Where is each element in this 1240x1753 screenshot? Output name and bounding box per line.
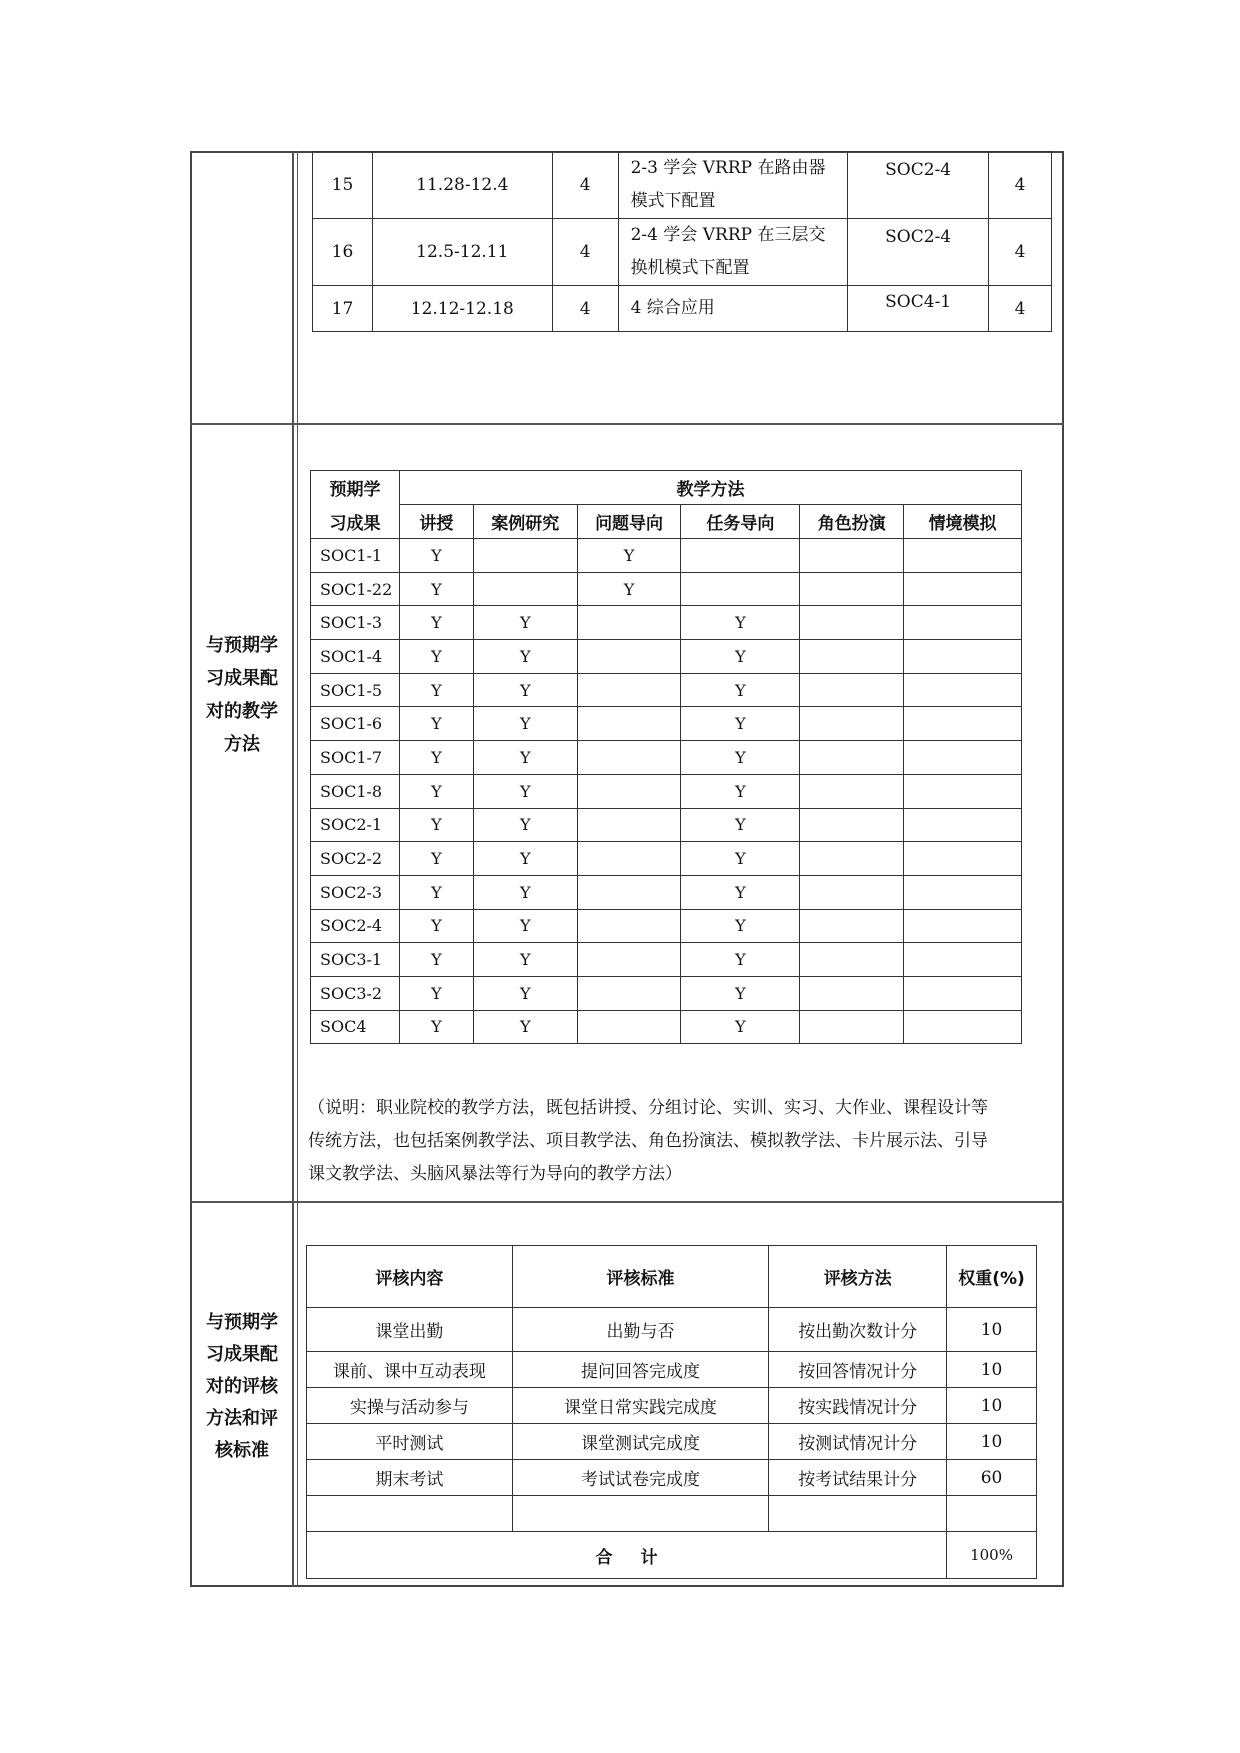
method-mark-cell — [904, 539, 1022, 573]
method-mark-cell: Y — [681, 943, 800, 977]
method-mark-cell — [800, 539, 904, 573]
label-line: 与预期学 — [206, 635, 278, 656]
content-line: 模式下配置 — [630, 191, 716, 211]
method-mark-cell — [904, 741, 1022, 775]
blank-cell — [512, 1496, 769, 1532]
method-mark-cell: Y — [473, 673, 577, 707]
method-mark-cell — [577, 640, 681, 674]
methods-row — [311, 707, 1022, 741]
method-mark-cell — [904, 842, 1022, 876]
assessment-row — [307, 1424, 1037, 1460]
methods-row — [311, 909, 1022, 943]
content-line: 2-3 学会 VRRP 在路由器 — [630, 158, 826, 178]
method-column-header: 任务导向 — [681, 505, 800, 539]
method-mark-cell — [904, 673, 1022, 707]
method-mark-cell: Y — [399, 976, 473, 1010]
method-mark-cell — [800, 640, 904, 674]
method-mark-cell: Y — [681, 808, 800, 842]
method-column-header: 角色扮演 — [800, 505, 904, 539]
method-mark-cell — [577, 774, 681, 808]
method-mark-cell — [577, 875, 681, 909]
method-mark-cell — [904, 1010, 1022, 1044]
assessment-content: 期末考试 — [307, 1460, 513, 1496]
method-mark-cell — [904, 875, 1022, 909]
method-mark-cell: Y — [399, 774, 473, 808]
methods-row — [311, 640, 1022, 674]
method-mark-cell: Y — [473, 640, 577, 674]
method-mark-cell — [800, 741, 904, 775]
note-line: 传统方法，也包括案例教学法、项目教学法、角色扮演法、模拟教学法、卡片展示法、引导 — [308, 1131, 988, 1151]
outcome-code-cell: SOC2-1 — [311, 808, 400, 842]
methods-section-label — [192, 629, 292, 761]
method-column-header: 讲授 — [399, 505, 473, 539]
method-mark-cell: Y — [399, 673, 473, 707]
schedule-row — [313, 152, 1052, 219]
methods-row — [311, 539, 1022, 573]
methods-group-header: 教学方法 — [399, 471, 1021, 505]
assessment-content: 实操与活动参与 — [307, 1388, 513, 1424]
outcome-code-cell: SOC1-3 — [311, 606, 400, 640]
method-mark-cell: Y — [399, 1010, 473, 1044]
method-mark-cell — [577, 707, 681, 741]
outcome-code-cell: SOC1-4 — [311, 640, 400, 674]
assessment-content: 课前、课中互动表现 — [307, 1352, 513, 1388]
label-column-divider — [292, 151, 294, 1587]
method-mark-cell: Y — [681, 1010, 800, 1044]
label-line: 与预期学 — [206, 1312, 278, 1333]
method-mark-cell — [904, 707, 1022, 741]
outcome-code-cell: SOC1-8 — [311, 774, 400, 808]
assessment-weight: 10 — [947, 1308, 1037, 1352]
method-mark-cell: Y — [473, 606, 577, 640]
method-mark-cell — [904, 976, 1022, 1010]
label-line: 习成果配 — [206, 1344, 278, 1365]
assessment-content: 课堂出勤 — [307, 1308, 513, 1352]
methods-row — [311, 976, 1022, 1010]
method-mark-cell: Y — [681, 741, 800, 775]
method-mark-cell: Y — [399, 606, 473, 640]
outcome-code-cell: SOC1-1 — [311, 539, 400, 573]
method-mark-cell — [577, 673, 681, 707]
methods-row — [311, 808, 1022, 842]
dates-cell: 12.5-12.11 — [372, 219, 552, 286]
method-mark-cell: Y — [473, 976, 577, 1010]
method-mark-cell — [577, 741, 681, 775]
week-cell: 15 — [313, 152, 373, 219]
method-mark-cell — [904, 572, 1022, 606]
method-mark-cell — [577, 1010, 681, 1044]
total-value: 100% — [947, 1532, 1037, 1579]
method-mark-cell — [473, 572, 577, 606]
outcome-header: 预期学 — [311, 471, 400, 505]
total-label: 合计 — [307, 1532, 947, 1579]
method-mark-cell — [473, 539, 577, 573]
outcome-cell: SOC4-1 — [848, 286, 989, 332]
method-column-header: 问题导向 — [577, 505, 681, 539]
blank-cell — [769, 1496, 947, 1532]
section-divider-1 — [190, 423, 1064, 425]
methods-row — [311, 606, 1022, 640]
method-column-header: 情境模拟 — [904, 505, 1022, 539]
label-line: 对的教学 — [206, 701, 278, 722]
blank-cell — [307, 1496, 513, 1532]
content-cell — [618, 152, 848, 219]
content-cell — [618, 219, 848, 286]
method-mark-cell: Y — [399, 741, 473, 775]
assessment-standard: 出勤与否 — [512, 1308, 769, 1352]
method-mark-cell — [577, 909, 681, 943]
method-mark-cell: Y — [681, 976, 800, 1010]
outcome-code-cell: SOC2-3 — [311, 875, 400, 909]
method-mark-cell: Y — [399, 707, 473, 741]
methods-row — [311, 774, 1022, 808]
methods-row — [311, 1010, 1022, 1044]
assessment-weight: 10 — [947, 1388, 1037, 1424]
assessment-method: 按考试结果计分 — [769, 1460, 947, 1496]
assessment-weight: 10 — [947, 1424, 1037, 1460]
content-line: 2-4 学会 VRRP 在三层交 — [630, 225, 826, 245]
methods-row — [311, 673, 1022, 707]
method-mark-cell: Y — [473, 875, 577, 909]
assessment-weight: 60 — [947, 1460, 1037, 1496]
method-mark-cell: Y — [399, 909, 473, 943]
method-mark-cell: Y — [473, 741, 577, 775]
method-mark-cell: Y — [681, 640, 800, 674]
method-mark-cell: Y — [473, 774, 577, 808]
label-column-divider-inner — [297, 151, 298, 1587]
method-mark-cell: Y — [473, 842, 577, 876]
method-mark-cell: Y — [399, 539, 473, 573]
method-mark-cell — [577, 808, 681, 842]
score-cell: 4 — [989, 219, 1052, 286]
week-cell: 17 — [313, 286, 373, 332]
method-mark-cell: Y — [681, 875, 800, 909]
outcome-code-cell: SOC1-7 — [311, 741, 400, 775]
method-mark-cell — [800, 808, 904, 842]
method-mark-cell — [681, 572, 800, 606]
method-mark-cell: Y — [399, 842, 473, 876]
method-mark-cell — [577, 842, 681, 876]
method-mark-cell: Y — [473, 909, 577, 943]
methods-note — [308, 1092, 1056, 1191]
method-mark-cell: Y — [399, 572, 473, 606]
method-mark-cell: Y — [577, 539, 681, 573]
blank-cell — [947, 1496, 1037, 1532]
outcome-code-cell: SOC1-6 — [311, 707, 400, 741]
note-line: 课文教学法、头脑风暴法等行为导向的教学方法） — [308, 1164, 682, 1184]
assessment-method: 按测试情况计分 — [769, 1424, 947, 1460]
hours-cell: 4 — [552, 286, 618, 332]
method-mark-cell: Y — [473, 943, 577, 977]
method-mark-cell: Y — [399, 875, 473, 909]
assessment-standard: 考试试卷完成度 — [512, 1460, 769, 1496]
outcome-code-cell: SOC3-2 — [311, 976, 400, 1010]
method-mark-cell — [800, 606, 904, 640]
outcome-code-cell: SOC1-22 — [311, 572, 400, 606]
teaching-methods-table — [310, 470, 1022, 1044]
schedule-table — [312, 151, 1052, 332]
method-mark-cell: Y — [399, 640, 473, 674]
section-divider-2 — [190, 1201, 1064, 1203]
methods-row — [311, 842, 1022, 876]
method-mark-cell: Y — [399, 808, 473, 842]
assessment-weight: 10 — [947, 1352, 1037, 1388]
assessment-content: 平时测试 — [307, 1424, 513, 1460]
method-mark-cell — [681, 539, 800, 573]
method-mark-cell — [904, 606, 1022, 640]
method-mark-cell: Y — [681, 842, 800, 876]
assessment-row — [307, 1460, 1037, 1496]
method-mark-cell: Y — [681, 707, 800, 741]
assessment-table — [306, 1245, 1037, 1579]
assessment-method: 按回答情况计分 — [769, 1352, 947, 1388]
method-mark-cell — [904, 774, 1022, 808]
label-line: 习成果配 — [206, 668, 278, 689]
assessment-row — [307, 1352, 1037, 1388]
content-line: 4 综合应用 — [630, 298, 715, 318]
outcome-cell: SOC2-4 — [848, 219, 989, 286]
methods-row — [311, 875, 1022, 909]
content-cell — [618, 286, 848, 332]
methods-row — [311, 943, 1022, 977]
schedule-row — [313, 219, 1052, 286]
dates-cell: 11.28-12.4 — [372, 152, 552, 219]
method-mark-cell: Y — [577, 572, 681, 606]
outcome-code-cell: SOC4 — [311, 1010, 400, 1044]
method-mark-cell: Y — [681, 774, 800, 808]
method-mark-cell — [800, 572, 904, 606]
method-mark-cell: Y — [473, 1010, 577, 1044]
label-line: 核标准 — [215, 1440, 269, 1461]
method-column-header: 案例研究 — [473, 505, 577, 539]
method-mark-cell — [904, 808, 1022, 842]
assessment-standard: 提问回答完成度 — [512, 1352, 769, 1388]
methods-subheader-row — [311, 505, 1022, 539]
assessment-header-row — [307, 1246, 1037, 1308]
method-mark-cell — [904, 943, 1022, 977]
method-mark-cell — [800, 875, 904, 909]
schedule-row — [313, 286, 1052, 332]
outcome-header-cont: 习成果 — [311, 505, 400, 539]
method-mark-cell: Y — [681, 673, 800, 707]
outcome-cell: SOC2-4 — [848, 152, 989, 219]
method-mark-cell: Y — [399, 943, 473, 977]
label-line: 方法 — [224, 734, 260, 755]
methods-row — [311, 572, 1022, 606]
methods-row — [311, 741, 1022, 775]
assessment-section-label — [192, 1307, 292, 1467]
label-line: 方法和评 — [206, 1408, 278, 1429]
outcome-code-cell: SOC3-1 — [311, 943, 400, 977]
methods-table-body — [311, 539, 1022, 1044]
method-mark-cell — [577, 606, 681, 640]
score-cell: 4 — [989, 286, 1052, 332]
hours-cell: 4 — [552, 152, 618, 219]
method-mark-cell: Y — [473, 707, 577, 741]
assessment-row — [307, 1308, 1037, 1352]
assessment-row — [307, 1388, 1037, 1424]
note-line: （说明：职业院校的教学方法，既包括讲授、分组讨论、实训、实习、大作业、课程设计等 — [308, 1098, 988, 1118]
method-mark-cell — [577, 976, 681, 1010]
method-mark-cell — [800, 1010, 904, 1044]
assessment-total-row — [307, 1532, 1037, 1579]
assessment-method: 按出勤次数计分 — [769, 1308, 947, 1352]
assessment-header: 评核内容 — [307, 1246, 513, 1308]
method-mark-cell — [800, 976, 904, 1010]
method-mark-cell — [800, 673, 904, 707]
method-mark-cell — [904, 909, 1022, 943]
week-cell: 16 — [313, 219, 373, 286]
assessment-header: 评核标准 — [512, 1246, 769, 1308]
assessment-header: 评核方法 — [769, 1246, 947, 1308]
assessment-header: 权重(%) — [947, 1246, 1037, 1308]
method-mark-cell — [800, 943, 904, 977]
methods-header-row — [311, 471, 1022, 505]
outcome-code-cell: SOC2-4 — [311, 909, 400, 943]
method-mark-cell — [800, 707, 904, 741]
assessment-blank-row — [307, 1496, 1037, 1532]
method-mark-cell: Y — [681, 909, 800, 943]
method-mark-cell — [800, 774, 904, 808]
method-mark-cell — [800, 909, 904, 943]
content-line: 换机模式下配置 — [630, 258, 750, 278]
assessment-standard: 课堂测试完成度 — [512, 1424, 769, 1460]
method-mark-cell — [577, 943, 681, 977]
method-mark-cell: Y — [681, 606, 800, 640]
assessment-method: 按实践情况计分 — [769, 1388, 947, 1424]
method-mark-cell: Y — [473, 808, 577, 842]
dates-cell: 12.12-12.18 — [372, 286, 552, 332]
assessment-standard: 课堂日常实践完成度 — [512, 1388, 769, 1424]
outcome-code-cell: SOC1-5 — [311, 673, 400, 707]
method-mark-cell — [800, 842, 904, 876]
label-line: 对的评核 — [206, 1376, 278, 1397]
method-mark-cell — [904, 640, 1022, 674]
score-cell: 4 — [989, 152, 1052, 219]
hours-cell: 4 — [552, 219, 618, 286]
outcome-code-cell: SOC2-2 — [311, 842, 400, 876]
